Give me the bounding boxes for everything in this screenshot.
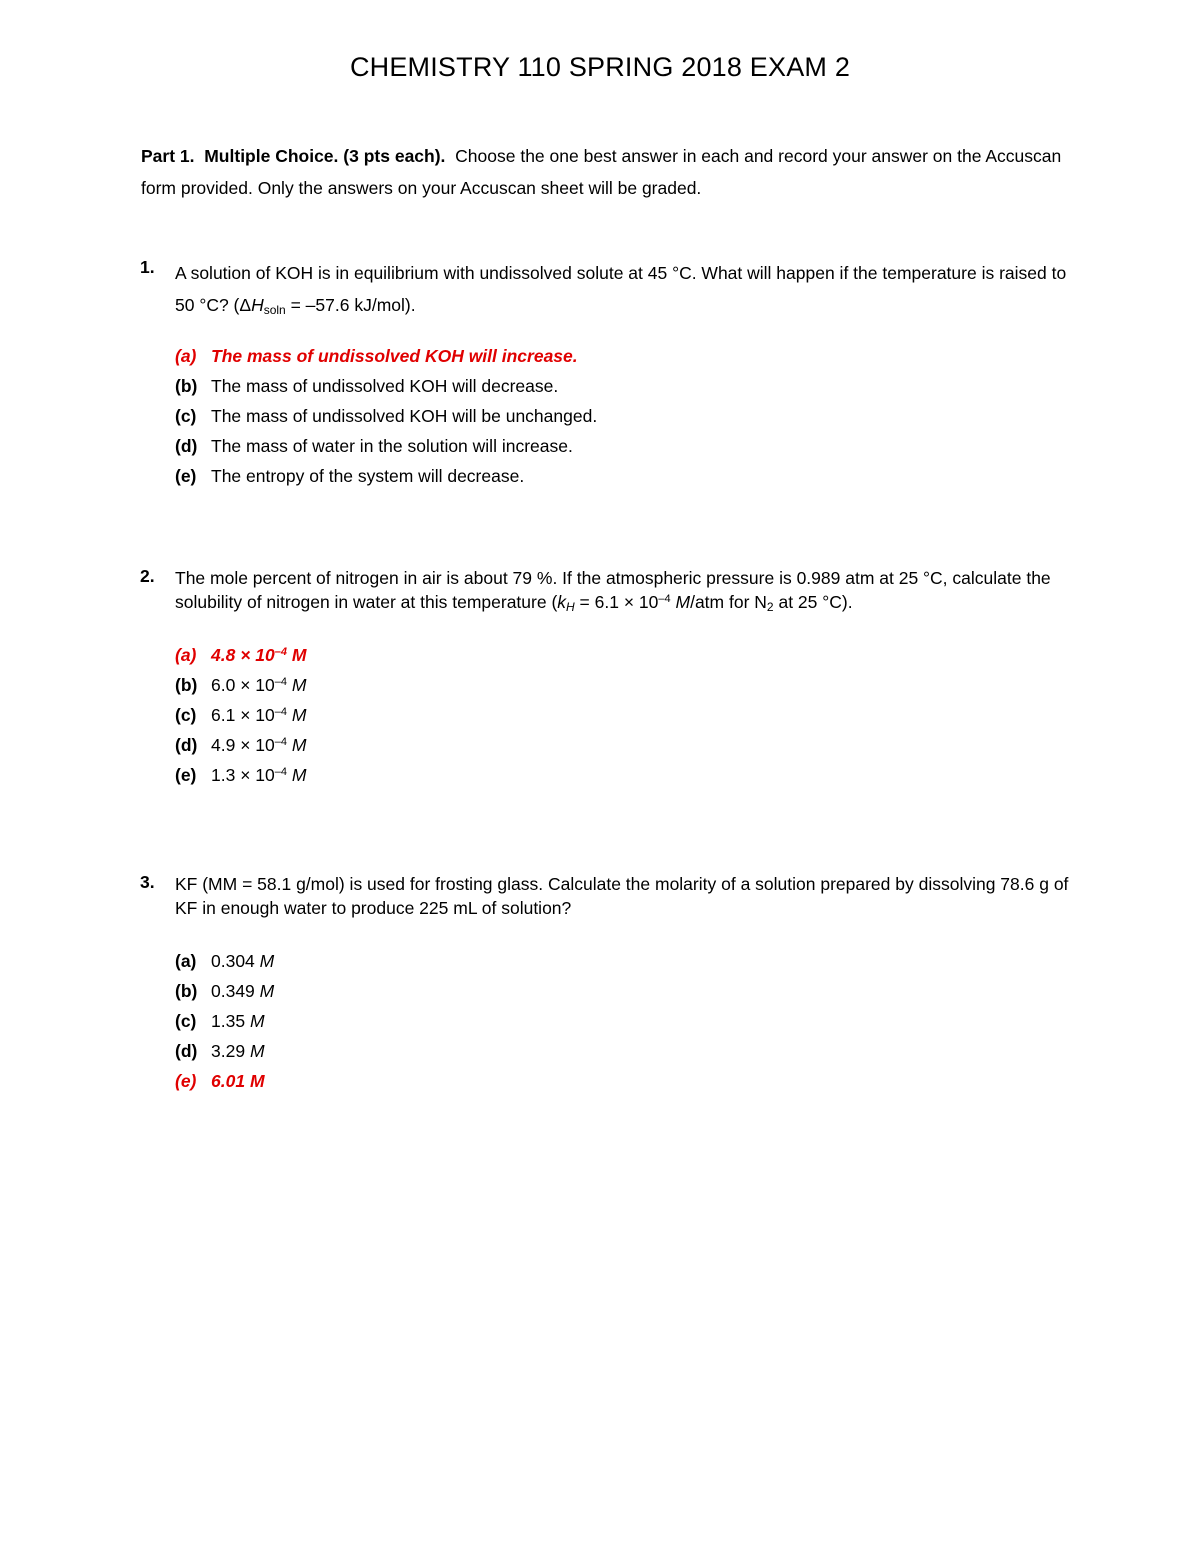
henry-constant-symbol: k bbox=[557, 592, 567, 612]
option-c[interactable] bbox=[175, 401, 1075, 431]
question-3 bbox=[140, 872, 1075, 1096]
unit: M bbox=[259, 951, 275, 971]
option-value: 0.349 bbox=[211, 981, 255, 1001]
option-letter: (e) bbox=[175, 765, 197, 785]
instructions bbox=[141, 140, 1081, 204]
points-label: (3 pts each). bbox=[343, 146, 446, 166]
option-text: The mass of undissolved KOH will decrease. bbox=[211, 376, 559, 396]
unit: M bbox=[675, 592, 691, 612]
option-e[interactable] bbox=[175, 461, 1075, 491]
option-letter: (c) bbox=[175, 705, 197, 725]
option-letter: (b) bbox=[175, 376, 198, 396]
option-letter: (d) bbox=[175, 1041, 198, 1061]
exponent: –4 bbox=[274, 766, 287, 778]
exponent: –4 bbox=[274, 676, 287, 688]
option-text: The mass of water in the solution will increase. bbox=[211, 436, 573, 456]
option-b[interactable] bbox=[175, 371, 1075, 401]
unit: M bbox=[291, 765, 307, 785]
unit: M bbox=[249, 1071, 265, 1091]
stem-text: = 6.1 × 10 bbox=[574, 592, 659, 612]
option-a[interactable] bbox=[175, 640, 1075, 670]
enthalpy-symbol: H bbox=[251, 295, 264, 315]
unit: M bbox=[259, 981, 275, 1001]
question-1 bbox=[140, 257, 1075, 491]
enthalpy-subscript: soln bbox=[263, 303, 286, 317]
answer-options bbox=[175, 640, 1075, 790]
option-d[interactable] bbox=[175, 431, 1075, 461]
option-c[interactable] bbox=[175, 700, 1075, 730]
option-value: 6.0 × 10 bbox=[211, 675, 275, 695]
stem-text: The mole percent of nitrogen in air is about 79 %. If the atmospheric pressure is 0.989 atm at 25 °C, calculate the solubility of nitrogen in water at this temperature ( bbox=[175, 568, 1051, 612]
option-letter: (c) bbox=[175, 406, 197, 426]
exponent: –4 bbox=[274, 736, 287, 748]
unit: M bbox=[249, 1011, 265, 1031]
question-stem bbox=[175, 566, 1075, 614]
option-letter: (d) bbox=[175, 436, 198, 456]
answer-options bbox=[175, 341, 1075, 491]
question-2 bbox=[140, 566, 1075, 790]
instructions-text: Choose the one best answer in each and record your answer on the Accuscan form provided. Only the answers on your Accuscan sheet will be graded. bbox=[141, 146, 1062, 198]
option-letter: (a) bbox=[175, 645, 197, 665]
unit: M bbox=[291, 645, 307, 665]
option-a[interactable] bbox=[175, 341, 1075, 371]
question-number: 1. bbox=[140, 257, 155, 277]
part-label: Part 1. bbox=[141, 146, 195, 166]
option-letter: (a) bbox=[175, 951, 197, 971]
option-d[interactable] bbox=[175, 1036, 1075, 1066]
option-e[interactable] bbox=[175, 760, 1075, 790]
question-number: 3. bbox=[140, 872, 155, 892]
stem-text: A solution of KOH is in equilibrium with undissolved solute at 45 °C. What will happen if the temperature is raised to 50 °C? (Δ bbox=[175, 263, 1067, 315]
option-letter: (e) bbox=[175, 1071, 197, 1091]
unit: M bbox=[291, 675, 307, 695]
option-b[interactable] bbox=[175, 670, 1075, 700]
question-stem: KF (MM = 58.1 g/mol) is used for frosting glass. Calculate the molarity of a solution prepared by dissolving 78.6 g of KF in enough water to produce 225 mL of solution? bbox=[175, 874, 1069, 918]
option-value: 4.8 × 10 bbox=[211, 645, 275, 665]
option-b[interactable] bbox=[175, 976, 1075, 1006]
option-c[interactable] bbox=[175, 1006, 1075, 1036]
option-value: 3.29 bbox=[211, 1041, 246, 1061]
exponent: –4 bbox=[274, 706, 287, 718]
option-d[interactable] bbox=[175, 730, 1075, 760]
unit: M bbox=[291, 735, 307, 755]
henry-constant-subscript: H bbox=[566, 600, 575, 614]
option-value: 0.304 bbox=[211, 951, 255, 971]
option-letter: (e) bbox=[175, 466, 197, 486]
section-label: Multiple Choice. bbox=[204, 146, 339, 166]
option-value: 6.01 bbox=[211, 1071, 246, 1091]
stem-text: at 25 °C). bbox=[773, 592, 853, 612]
page-title: CHEMISTRY 110 SPRING 2018 EXAM 2 bbox=[349, 52, 851, 82]
subscript: 2 bbox=[766, 600, 774, 614]
option-text: The mass of undissolved KOH will be unchanged. bbox=[211, 406, 598, 426]
option-letter: (c) bbox=[175, 1011, 197, 1031]
answer-options bbox=[175, 946, 1075, 1096]
option-a[interactable] bbox=[175, 946, 1075, 976]
question-number: 2. bbox=[140, 566, 155, 586]
option-value: 6.1 × 10 bbox=[211, 705, 275, 725]
unit: M bbox=[291, 705, 307, 725]
stem-text: /atm for N bbox=[690, 592, 767, 612]
option-text: The mass of undissolved KOH will increase. bbox=[211, 346, 578, 366]
unit: M bbox=[249, 1041, 265, 1061]
option-e[interactable] bbox=[175, 1066, 1075, 1096]
exponent: –4 bbox=[658, 593, 671, 605]
option-letter: (b) bbox=[175, 981, 198, 1001]
option-letter: (b) bbox=[175, 675, 198, 695]
option-letter: (a) bbox=[175, 346, 197, 366]
stem-text: = –57.6 kJ/mol). bbox=[285, 295, 416, 315]
option-letter: (d) bbox=[175, 735, 198, 755]
option-value: 1.35 bbox=[211, 1011, 246, 1031]
option-text: The entropy of the system will decrease. bbox=[211, 466, 525, 486]
exponent: –4 bbox=[274, 646, 287, 658]
question-stem bbox=[175, 257, 1075, 321]
option-value: 4.9 × 10 bbox=[211, 735, 275, 755]
option-value: 1.3 × 10 bbox=[211, 765, 275, 785]
